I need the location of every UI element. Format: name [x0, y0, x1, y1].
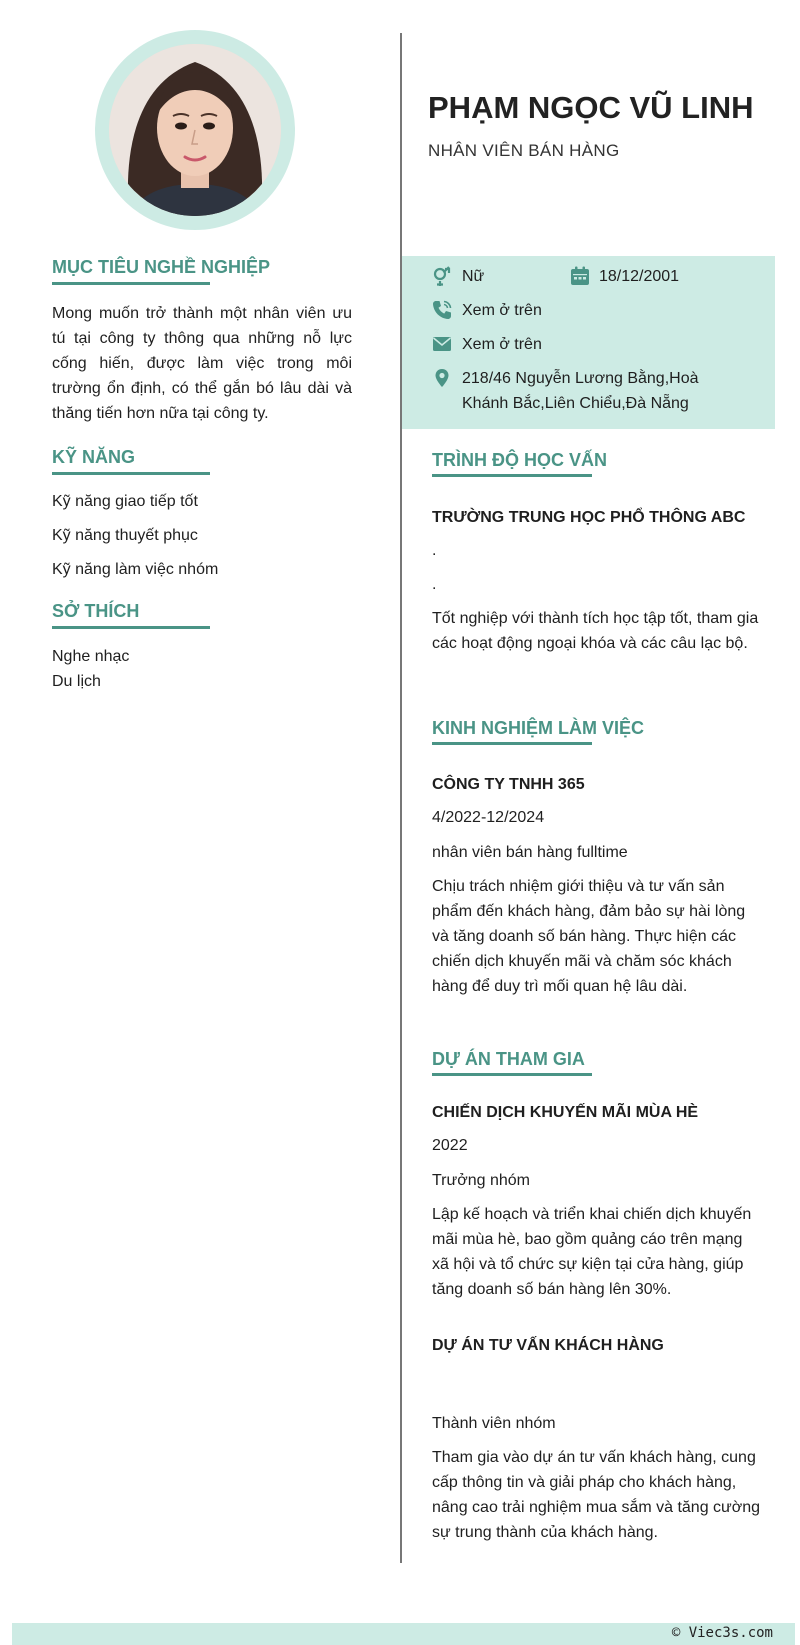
avatar-frame — [95, 30, 295, 230]
contact-info-box — [402, 256, 775, 429]
objective-underline — [52, 282, 210, 285]
gender-icon — [432, 266, 452, 286]
project-year: 2022 — [432, 1137, 468, 1154]
school-name: TRƯỜNG TRUNG HỌC PHỔ THÔNG ABC — [432, 509, 746, 526]
footer-bar — [12, 1623, 795, 1645]
calendar-icon — [570, 266, 590, 286]
gender-value: Nữ — [462, 268, 485, 285]
experience-description: Chịu trách nhiệm giới thiệu và tư vấn sản phẩm đến khách hàng, đảm bảo sự hài lòng và tăng doanh số bán hàng. Thực hiện các chiến dịch khuyến mãi và chăm sóc khách hàng để duy trì mối quan hệ lâu dài. — [432, 878, 746, 995]
project-role: Trưởng nhóm — [432, 1172, 530, 1189]
experience-period: 4/2022-12/2024 — [432, 809, 545, 826]
education-underline — [432, 474, 592, 477]
phone-icon — [432, 300, 452, 320]
phone-value: Xem ở trên — [462, 302, 542, 319]
experience-section — [432, 718, 762, 999]
skill-item: Kỹ năng làm việc nhóm — [52, 561, 219, 578]
candidate-position: NHÂN VIÊN BÁN HÀNG — [428, 141, 620, 160]
projects-title: DỰ ÁN THAM GIA — [432, 1049, 585, 1069]
project-name: CHIẾN DỊCH KHUYẾN MÃI MÙA HÈ — [432, 1104, 699, 1121]
project-description: Lập kế hoạch và triển khai chiến dịch khuyến mãi mùa hè, bao gồm quảng cáo trên mạng xã hội và tổ chức sự kiện tại cửa hàng, giúp tăng doanh số bán hàng lên 30%. — [432, 1206, 752, 1298]
project-description: Tham gia vào dự án tư vấn khách hàng, cung cấp thông tin và giải pháp cho khách hàng, nâng cao trải nghiệm mua sắm và tăng cường sự trung thành của khách hàng. — [432, 1449, 761, 1541]
objective-text: Mong muốn trở thành một nhân viên ưu tú tại công ty thông qua những nỗ lực cống hiến, được làm việc trong môi trường ổn định, có thể gắn bó lâu dài và thăng tiến hơn nữa tại công ty. — [52, 305, 352, 422]
project-name: DỰ ÁN TƯ VẤN KHÁCH HÀNG — [432, 1337, 664, 1354]
skill-item: Kỹ năng thuyết phục — [52, 527, 198, 544]
education-section — [432, 450, 762, 656]
location-pin-icon — [432, 368, 452, 388]
address-line-2: Khánh Bắc,Liên Chiểu,Đà Nẵng — [462, 395, 689, 412]
candidate-name: PHẠM NGỌC VŨ LINH — [428, 90, 754, 125]
education-detail: . — [432, 542, 437, 559]
email-icon — [432, 334, 452, 354]
education-description: Tốt nghiệp với thành tích học tập tốt, tham gia các hoạt động ngoại khóa và các câu lạc bộ. — [432, 610, 759, 652]
email-value: Xem ở trên — [462, 336, 542, 353]
hobbies-section — [52, 601, 352, 694]
experience-title: KINH NGHIỆM LÀM VIỆC — [432, 718, 645, 738]
hobby-item: Du lịch — [52, 673, 101, 690]
skills-underline — [52, 472, 210, 475]
skills-title: KỸ NĂNG — [52, 447, 136, 467]
projects-section — [432, 1049, 762, 1545]
objective-section — [52, 257, 352, 426]
objective-title: MỤC TIÊU NGHỀ NGHIỆP — [52, 257, 271, 277]
education-detail: . — [432, 576, 437, 593]
experience-role: nhân viên bán hàng fulltime — [432, 844, 628, 861]
footer-credit: © Viec3s.com — [671, 1625, 773, 1641]
education-title: TRÌNH ĐỘ HỌC VẤN — [432, 450, 607, 470]
address-line-1: 218/46 Nguyễn Lương Bằng,Hoà — [462, 370, 699, 387]
projects-underline — [432, 1073, 592, 1076]
hobby-item: Nghe nhạc — [52, 648, 130, 665]
birthdate-value: 18/12/2001 — [599, 268, 680, 285]
hobbies-underline — [52, 626, 210, 629]
avatar — [109, 44, 281, 216]
hobbies-title: SỞ THÍCH — [52, 601, 140, 621]
skill-item: Kỹ năng giao tiếp tốt — [52, 493, 198, 510]
company-name: CÔNG TY TNHH 365 — [432, 776, 585, 793]
project-year — [432, 1366, 762, 1391]
skills-section — [52, 447, 352, 582]
experience-underline — [432, 742, 592, 745]
project-role: Thành viên nhóm — [432, 1415, 556, 1432]
